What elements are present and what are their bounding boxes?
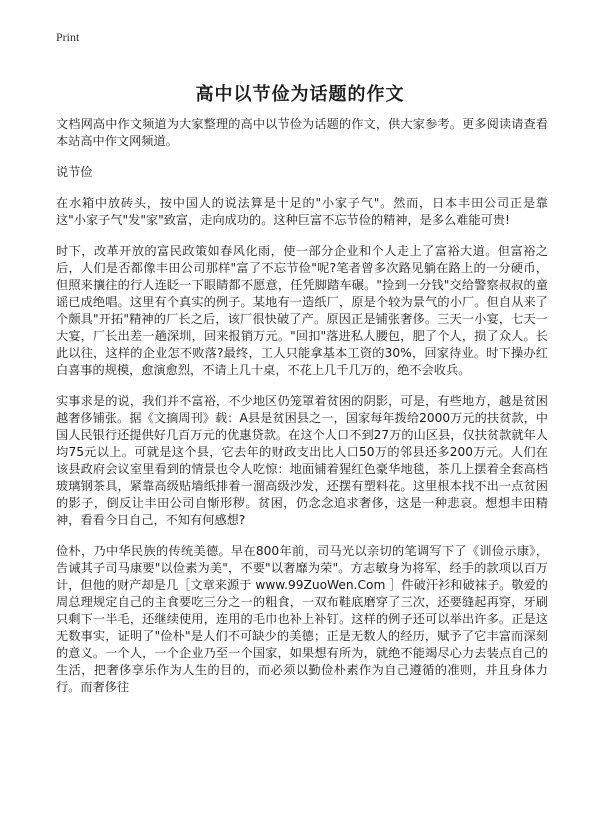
body-paragraph-1: 在水箱中放砖头，按中国人的说法算是十足的"小家子气"。然而，日本丰田公司正是靠这"小家子气"发"家"致富，走向成功的。这种巨富不忘节俭的精神，是多么难能可贵! bbox=[56, 196, 548, 227]
document-title: 高中以节俭为话题的作文 bbox=[195, 84, 405, 105]
body-paragraph-4: 俭朴，乃中华民族的传统美德。早在800年前，司马光以亲切的笔调写下了《训俭示康》，告诫其子司马康要"以俭素为美"，不要"以奢靡为荣"。方志敏身为将军，经手的款项以百万计，但他的财产却是几［文章来源于 www.99ZuoWen.Com ］件破汗衫和破袜子。敬爱的周总理规定自己的主食要吃三分之一的粗食，一双布鞋底磨穿了三次，还要缝起再穿，牙刷只剩下一半毛，还继续使用，连用的毛巾也补上补钉。这样的例子还可以举出许多。正是这无数事实，证明了"俭朴"是人们不可缺少的美德；正是无数人的经历，赋予了它丰富而深刻的意义。一个人，一个企业乃至一个国家，如果想有所为，就绝不能竭尽心力去装点自己的生活，把奢侈享乐作为人生的目的，而必须以勤俭朴素作为自己遵循的准则，并且身体力行。而奢侈往 bbox=[56, 544, 548, 694]
intro-paragraph: 文档网高中作文频道为大家整理的高中以节俭为话题的作文，供大家参考。更多阅读请查看本站高中作文网频道。 bbox=[56, 117, 548, 148]
essay-heading: 说节俭 bbox=[56, 165, 93, 179]
body-paragraph-2: 时下，改革开放的富民政策如春风化雨，使一部分企业和个人走上了富裕大道。但富裕之后，人们是否都像丰田公司那样"富了不忘节俭"呢?笔者曾多次路见躺在路上的一分硬币，但照来攘往的行人连眨一下眼睛都不愿意，任凭脚踏车碾。"捡到一分钱"交给警察叔叔的童谣已成绝唱。这里有个真实的例子。某地有一造纸厂，原是个较为景气的小厂。但自从来了个颇具"开拓"精神的厂长之后，该厂很快破了产。原因正是铺张奢侈。三天一小宴，七天一大宴，厂长出差一趟深圳，回来报销万元。"回扣"落进私人腰包，肥了个人，损了众人。长此以往，这样的企业怎不败落?最终，工人只能拿基本工资的30%，回家待业。时下操办红白喜事的规模，愈演愈烈，不请上几十桌，不花上几千几万的，绝不会收兵。 bbox=[56, 244, 548, 377]
body-paragraph-3: 实事求是的说，我们并不富裕，不少地区仍笼罩着贫困的阴影，可是，有些地方，越是贫困越奢侈铺张。据《文摘周刊》载：A县是贫困县之一，国家每年拨给2000万元的扶贫款，中国人民银行还提供好几百万元的优惠贷款。在这个人口不到27万的山区县，仅扶贫款就年人均75元以上。可就是这个县，它去年的财政支出比人口50万的邻县还多200万元。人们在该县政府会议室里看到的情景也令人吃惊：地面铺着猩红色豪华地毯，茶几上摆着全套高档玻璃钢茶具，紧靠高级贴墙纸排着一溜高级沙发，还摆有塑料花。这里根本找不出一点贫困的影子，倒反让丰田公司自惭形秽。贫困，仍念念追求奢侈，这是一种悲哀。想想丰田精神，看看今日自己，不知有何感想? bbox=[56, 394, 548, 527]
print-label: Print bbox=[56, 30, 80, 44]
document-body bbox=[56, 116, 548, 710]
